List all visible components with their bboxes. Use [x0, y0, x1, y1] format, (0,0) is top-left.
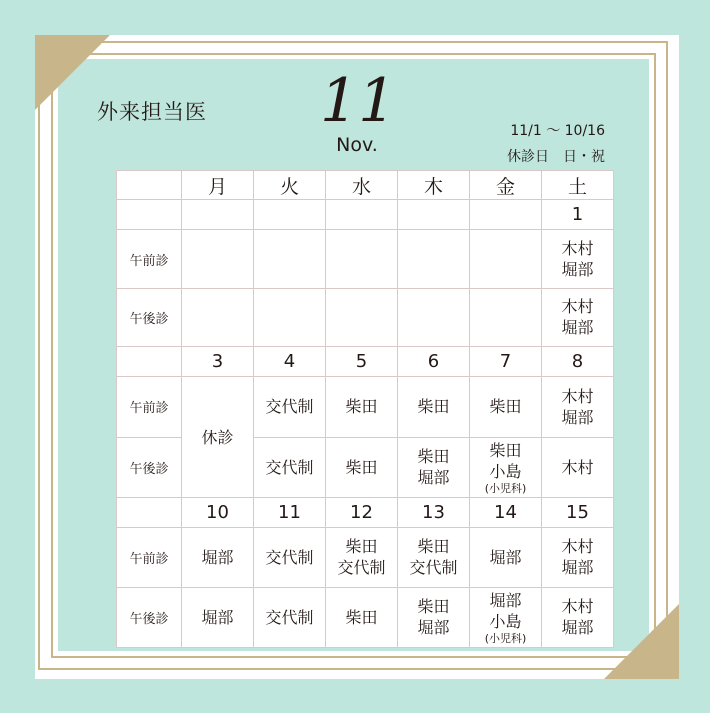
date-cell: 13 — [398, 498, 470, 528]
doctor-name: 堀部 — [489, 590, 522, 610]
doctor-cell — [398, 587, 470, 647]
doctor-name: 柴田 — [489, 440, 522, 460]
doctor-cell: 交代制 — [254, 377, 326, 437]
doctor-cell — [542, 288, 614, 346]
pm-label: 午後診 — [117, 288, 182, 346]
doctor-name: 堀部 — [417, 468, 450, 488]
date-cell: 7 — [470, 347, 542, 377]
doctor-cell: 堀部 — [182, 587, 254, 647]
doctor-cell: 柴田 — [470, 377, 542, 437]
doctor-name: 木村 — [561, 597, 594, 617]
date-cell: 15 — [542, 498, 614, 528]
date-row-label — [117, 200, 182, 230]
doctor-cell — [470, 288, 542, 346]
doctor-cell: 交代制 — [254, 587, 326, 647]
pm-row — [117, 587, 614, 647]
doctor-name: 木村 — [561, 386, 594, 406]
doctor-cell: 柴田 — [326, 377, 398, 437]
corner-ornament-bottom-right — [604, 604, 679, 679]
closed-days-note: 休診日 日・祝 — [507, 149, 605, 165]
date-row-label — [117, 498, 182, 528]
doctor-cell: 柴田 — [326, 437, 398, 497]
doctor-name: 堀部 — [561, 407, 594, 427]
doctor-cell — [182, 230, 254, 288]
am-row — [117, 377, 614, 437]
date-cell: 4 — [254, 347, 326, 377]
doctor-cell — [542, 377, 614, 437]
doctor-name: 小島 — [489, 461, 522, 481]
date-cell: 12 — [326, 498, 398, 528]
am-label: 午前診 — [117, 528, 182, 587]
doctor-name: 柴田 — [345, 537, 378, 557]
doctor-cell — [326, 288, 398, 346]
doctor-name: 堀部 — [561, 318, 594, 338]
doctor-name: 小島 — [489, 611, 522, 631]
weekday-tue: 火 — [254, 171, 326, 200]
doctor-cell — [326, 528, 398, 587]
doctor-cell — [398, 230, 470, 288]
doctor-cell: 木村 — [542, 437, 614, 497]
date-cell: 10 — [182, 498, 254, 528]
doctor-name: 木村 — [561, 297, 594, 317]
date-cell — [182, 200, 254, 230]
doctor-cell — [542, 528, 614, 587]
doctor-cell — [398, 528, 470, 587]
doctor-name: 柴田 — [417, 597, 450, 617]
doctor-name: 柴田 — [417, 537, 450, 557]
page-title: 外来担当医 — [97, 100, 207, 124]
date-row — [117, 498, 614, 528]
doctor-cell: 堀部 — [182, 528, 254, 587]
doctor-cell: 柴田 — [398, 377, 470, 437]
doctor-name: 堀部 — [417, 618, 450, 638]
doctor-cell — [398, 437, 470, 497]
date-cell — [326, 200, 398, 230]
schedule-table — [116, 170, 614, 648]
doctor-cell — [470, 587, 542, 647]
weekday-fri: 金 — [470, 171, 542, 200]
header-corner — [117, 171, 182, 200]
doctor-cell — [542, 230, 614, 288]
weekday-mon: 月 — [182, 171, 254, 200]
date-cell: 1 — [542, 200, 614, 230]
doctor-cell — [254, 288, 326, 346]
doctor-cell — [326, 230, 398, 288]
doctor-name: 木村 — [561, 537, 594, 557]
department-note: (小児科) — [484, 481, 527, 495]
weekday-wed: 水 — [326, 171, 398, 200]
doctor-cell: 柴田 — [326, 587, 398, 647]
date-cell: 14 — [470, 498, 542, 528]
am-row — [117, 230, 614, 288]
month-number: 11 — [320, 66, 397, 136]
doctor-name: 交代制 — [409, 558, 458, 578]
doctor-name: 交代制 — [337, 558, 386, 578]
date-cell: 11 — [254, 498, 326, 528]
date-cell — [470, 200, 542, 230]
date-cell: 6 — [398, 347, 470, 377]
pm-label: 午後診 — [117, 437, 182, 497]
doctor-name: 堀部 — [561, 558, 594, 578]
month-english: Nov. — [336, 134, 378, 156]
weekday-header-row — [117, 171, 614, 200]
am-label: 午前診 — [117, 377, 182, 437]
date-cell: 5 — [326, 347, 398, 377]
doctor-cell — [470, 230, 542, 288]
weekday-sat: 土 — [542, 171, 614, 200]
doctor-cell — [398, 288, 470, 346]
weekday-thu: 木 — [398, 171, 470, 200]
date-cell — [254, 200, 326, 230]
date-range-note: 11/1 〜 10/16 — [510, 123, 605, 139]
closed-cell: 休診 — [182, 377, 254, 498]
doctor-cell: 堀部 — [470, 528, 542, 587]
date-row — [117, 347, 614, 377]
doctor-cell — [542, 587, 614, 647]
am-label: 午前診 — [117, 230, 182, 288]
date-cell: 8 — [542, 347, 614, 377]
date-cell: 3 — [182, 347, 254, 377]
doctor-cell: 交代制 — [254, 528, 326, 587]
doctor-cell — [470, 437, 542, 497]
doctor-cell: 交代制 — [254, 437, 326, 497]
date-row-label — [117, 347, 182, 377]
doctor-name: 柴田 — [417, 447, 450, 467]
am-row — [117, 528, 614, 587]
doctor-cell — [182, 288, 254, 346]
doctor-name: 木村 — [561, 239, 594, 259]
pm-label: 午後診 — [117, 587, 182, 647]
doctor-name: 堀部 — [561, 618, 594, 638]
pm-row — [117, 288, 614, 346]
department-note: (小児科) — [484, 631, 527, 645]
doctor-cell — [254, 230, 326, 288]
date-cell — [398, 200, 470, 230]
date-row — [117, 200, 614, 230]
doctor-name: 堀部 — [561, 260, 594, 280]
